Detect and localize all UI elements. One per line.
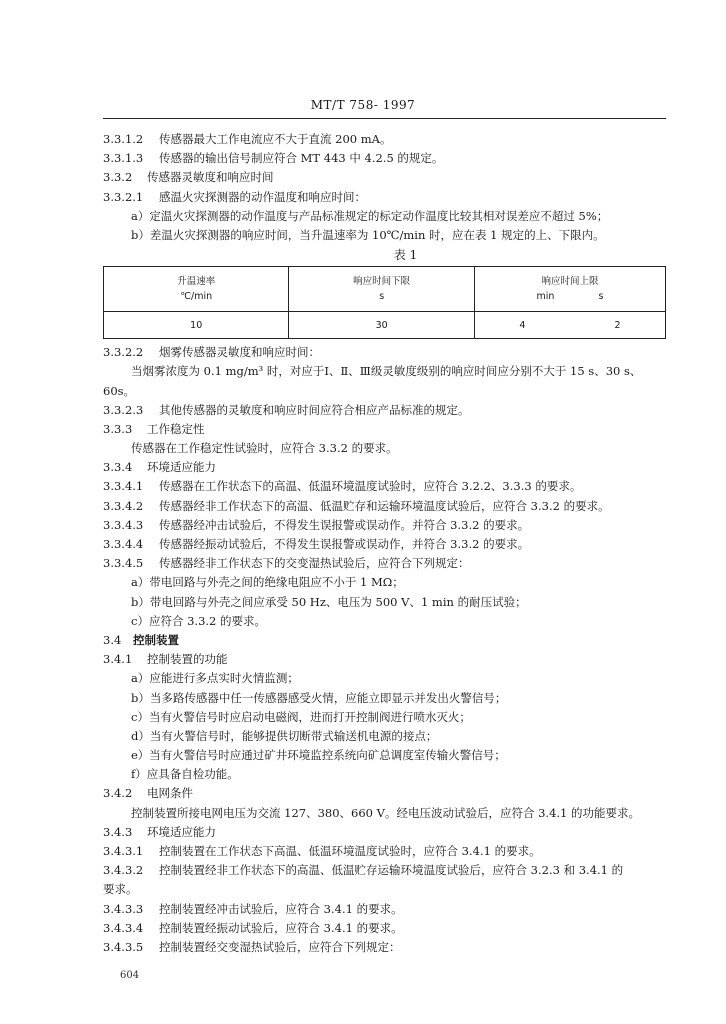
cell-rate: 10 (104, 312, 289, 339)
text-line (103, 477, 668, 496)
clause-text: f）应具备自检功能。 (131, 767, 239, 782)
clause-text: 控制装置所接电网电压为交流 127、380、660 V。经电压波动试验后，应符合 3.4.1 的功能要求。 (131, 805, 641, 820)
clause-number: 3.4.3 (103, 824, 133, 839)
text-line (103, 919, 668, 938)
clause-text: 控制装置经振动试验后，应符合 3.4.1 的要求。 (159, 920, 403, 935)
clause-text: 其他传感器的灵敏度和响应时间应符合相应产品标准的规定。 (159, 402, 470, 417)
clause-text: e）当有火警信号时应通过矿井环境监控系统向矿总调度室传输火警信号； (131, 748, 506, 763)
clause-text: 当烟雾浓度为 0.1 mg/m³ 时，对应于Ⅰ、Ⅱ、Ⅲ级灵敏度级别的响应时间应分别不大于 15 s、30 s、 (131, 364, 642, 379)
clause-text: 环境适应能力 (147, 460, 216, 475)
clause-text: 传感器最大工作电流应不大于直流 200 mA。 (159, 132, 392, 146)
table-row (104, 312, 666, 339)
text-line (103, 497, 668, 516)
text-line (103, 593, 668, 612)
clause-text: a）定温火灾探测器的动作温度与产品标准规定的标定动作温度比较其相对误差应不超过 5%； (131, 208, 609, 223)
text-line (103, 535, 668, 554)
clause-text: 传感器经冲击试验后，不得发生误报警或误动作。并符合 3.3.2 的要求。 (159, 517, 530, 532)
text-line (103, 880, 668, 899)
clause-number: 3.4.3.2 (103, 863, 144, 878)
text-line (103, 784, 668, 803)
col-rate-unit: ℃/min (180, 291, 213, 303)
text-line (103, 765, 668, 784)
clause-number: 3.4 (103, 632, 122, 647)
clause-number: 3.3.4.1 (103, 479, 144, 494)
text-line (103, 130, 668, 149)
text-line (103, 938, 668, 957)
response-time-table (103, 266, 666, 339)
text-line (103, 612, 668, 631)
text-line (103, 188, 668, 207)
text-line (103, 149, 668, 168)
clause-number: 3.3.1.2 (103, 132, 144, 146)
col-lower-title: 响应时间下限 (353, 276, 411, 288)
clause-text: 传感器经非工作状态下的交变湿热试验后，应符合下列规定： (159, 556, 470, 571)
col-lower-header (289, 267, 474, 312)
clause-number: 3.4.3.1 (103, 844, 144, 858)
clause-text: a）应能进行多点实时火情监测； (131, 671, 299, 686)
standard-code-header: MT/T 758- 1997 (310, 98, 416, 112)
text-line (103, 708, 668, 727)
col-upper-unit-s: s (598, 291, 604, 303)
clause-text: b）当多路传感器中任一传感器感受火情，应能立即显示并发出火警信号； (131, 690, 507, 705)
col-rate-title: 升温速率 (177, 276, 216, 288)
text-line (103, 727, 668, 746)
clause-text: 烟雾传感器灵敏度和响应时间： (159, 345, 320, 360)
clause-number: 3.3.2.3 (103, 402, 144, 417)
clause-number: 3.4.1 (103, 652, 133, 667)
text-line (103, 362, 668, 381)
text-line (103, 439, 668, 458)
clause-text: 感温火灾探测器的动作温度和响应时间： (159, 189, 366, 204)
clause-text: 传感器灵敏度和响应时间 (147, 170, 274, 185)
clause-number: 3.3.3 (103, 421, 133, 436)
document-body (103, 130, 668, 957)
section-lines-b (103, 343, 668, 957)
clause-number: 3.4.3.5 (103, 939, 144, 954)
clause-number: 3.3.4.4 (103, 537, 144, 551)
cell-lower: 30 (289, 312, 474, 339)
clause-number: 3.3.4.3 (103, 517, 144, 532)
clause-text: c）应符合 3.3.2 的要求。 (131, 613, 267, 628)
clause-number: 3.3.2.1 (103, 189, 144, 204)
col-rate-header (104, 267, 289, 312)
col-lower-unit: s (379, 291, 385, 303)
text-line (103, 746, 668, 765)
text-line (103, 669, 668, 688)
table-header-row (104, 267, 666, 312)
clause-text: 电网条件 (147, 786, 193, 801)
clause-text: 控制装置经非工作状态下的高温、低温贮存运输环境温度试验后，应符合 3.2.3 和 3.4.1 的 (159, 863, 624, 878)
clause-text: 60s。 (103, 383, 136, 398)
text-line (103, 842, 668, 861)
clause-text: 控制装置在工作状态下高温、低温环境温度试验时，应符合 3.4.1 的要求。 (159, 844, 541, 858)
clause-text: 控制装置经冲击试验后，应符合 3.4.1 的要求。 (159, 901, 403, 916)
clause-text: 传感器经非工作状态下的高温、低温贮存和运输环境温度试验后，应符合 3.3.2 的要求。 (159, 498, 610, 513)
text-line (103, 573, 668, 592)
clause-number: 3.3.4 (103, 460, 133, 475)
text-line (103, 516, 668, 535)
clause-text: a）带电回路与外壳之间的绝缘电阻应不小于 1 MΩ； (131, 575, 404, 590)
clause-number: 3.3.4.2 (103, 498, 144, 513)
text-line (103, 458, 668, 477)
clause-text: 传感器经振动试验后，不得发生误报警或误动作，并符合 3.3.2 的要求。 (159, 537, 530, 551)
clause-text: b）差温火灾探测器的响应时间，当升温速率为 10℃/min 时，应在表 1 规定的上、下限内。 (131, 227, 605, 242)
text-line (103, 401, 668, 420)
clause-number: 3.3.2 (103, 170, 133, 185)
clause-text: 传感器在工作稳定性试验时，应符合 3.3.2 的要求。 (131, 441, 398, 456)
clause-number: 3.4.2 (103, 786, 133, 801)
text-line (103, 631, 668, 650)
cell-upper-s: 2 (570, 312, 666, 339)
text-line (103, 343, 668, 362)
clause-number: 3.4.3.4 (103, 920, 144, 935)
text-line (103, 382, 668, 401)
text-line (103, 420, 668, 439)
clause-text: 控制装置 (133, 632, 179, 647)
clause-text: 控制装置的功能 (147, 652, 228, 667)
clause-number: 3.4.3.3 (103, 901, 144, 916)
col-upper-title: 响应时间上限 (541, 276, 599, 288)
col-upper-unit-min: min (536, 291, 555, 303)
clause-text: b）带电回路与外壳之间应承受 50 Hz、电压为 500 V、1 min 的耐压试验； (131, 594, 527, 609)
clause-text: 工作稳定性 (147, 421, 205, 436)
cell-upper-min: 4 (474, 312, 570, 339)
clause-number: 3.3.1.3 (103, 151, 144, 166)
text-line (103, 804, 668, 823)
clause-number: 3.3.2.2 (103, 345, 144, 360)
text-line (103, 168, 668, 187)
text-line (103, 554, 668, 573)
clause-text: 环境适应能力 (147, 824, 216, 839)
clause-text: 传感器在工作状态下的高温、低温环境温度试验时，应符合 3.2.2、3.3.3 的要求。 (159, 479, 582, 494)
text-line (103, 861, 668, 880)
text-line (103, 689, 668, 708)
text-line (103, 900, 668, 919)
text-line (103, 823, 668, 842)
clause-text: 要求。 (103, 882, 138, 897)
text-line (103, 226, 668, 245)
section-lines-a (103, 130, 668, 245)
table-caption: 表 1 (393, 248, 418, 263)
text-line (103, 650, 668, 669)
page-number: 604 (120, 970, 140, 981)
clause-number: 3.3.4.5 (103, 556, 144, 571)
clause-text: 传感器的输出信号制应符合 MT 443 中 4.2.5 的规定。 (159, 151, 444, 166)
clause-text: c）当有火警信号时应启动电磁阀，进而打开控制阀进行喷水灭火； (131, 709, 471, 724)
clause-text: d）当有火警信号时，能够提供切断带式输送机电源的接点； (131, 728, 438, 743)
text-line (103, 207, 668, 226)
header-rule (103, 118, 666, 119)
col-upper-header (474, 267, 665, 312)
clause-text: 控制装置经交变湿热试验后，应符合下列规定： (159, 939, 401, 954)
